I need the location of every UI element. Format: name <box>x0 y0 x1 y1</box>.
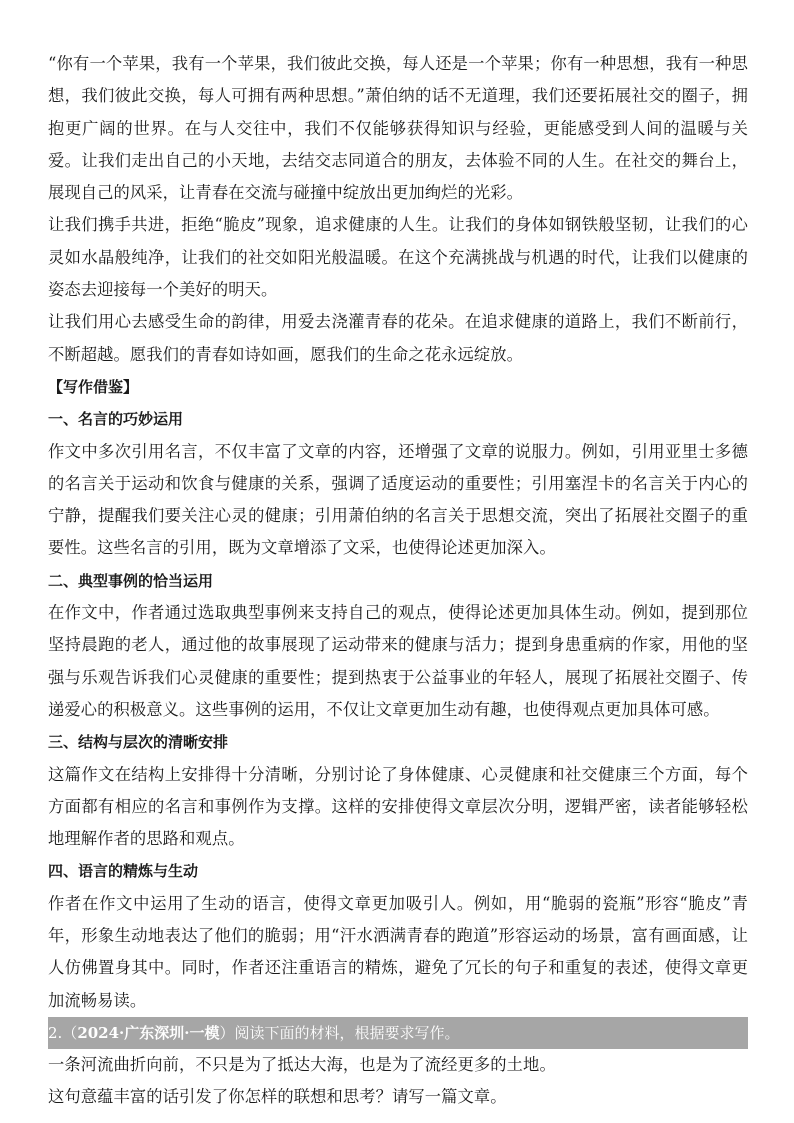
writing-reference-title: 【写作借鉴】 <box>48 377 139 396</box>
section-heading-3: 三、结构与层次的清晰安排 <box>48 733 229 752</box>
section-body-4: 作者在作文中运用了生动的语言，使得文章更加吸引人。例如，用“脆弱的瓷瓶”形容“脆皮”青年，形象生动地表达了他们的脆弱；用“汗水洒满青春的跑道”形容运动的场景，富有画面感，让人仿佛置身其中。同时，作者还注重语言的精炼，避免了冗长的句子和重复的表述，使得文章更加流畅易读。 <box>48 893 748 1010</box>
question-number: 2.（ <box>48 1023 78 1042</box>
essay-paragraph-2: 让我们携手共进，拒绝“脆皮”现象，追求健康的人生。让我们的身体如钢铁般坚韧，让我们的心灵如水晶般纯净，让我们的社交如阳光般温暖。在这个充满挑战与机遇的时代，让我们以健康的姿态去迎接每一个美好的明天。 <box>48 215 748 300</box>
question-instruction: ）阅读下面的材料，根据要求写作。 <box>219 1023 460 1042</box>
question-source: 2024·广东深圳·一模 <box>77 1023 220 1042</box>
document-page <box>48 48 748 1114</box>
section-body-3: 这篇作文在结构上安排得十分清晰，分别讨论了身体健康、心灵健康和社交健康三个方面，每个方面都有相应的名言和事例作为支撑。这样的安排使得文章层次分明，逻辑严密，读者能够轻松地理解作者的思路和观点。 <box>48 764 748 849</box>
section-heading-1: 一、名言的巧妙运用 <box>48 410 184 429</box>
section-body-1: 作文中多次引用名言，不仅丰富了文章的内容，还增强了文章的说服力。例如，引用亚里士多德的名言关于运动和饮食与健康的关系，强调了适度运动的重要性；引用塞涅卡的名言关于内心的宁静，提醒我们要关注心灵的健康；引用萧伯纳的名言关于思想交流，突出了拓展社交圈子的重要性。这些名言的引用，既为文章增添了文采，也使得论述更加深入。 <box>48 441 748 558</box>
material-line-1: 一条河流曲折向前，不只是为了抵达大海，也是为了流经更多的土地。 <box>48 1054 556 1074</box>
material-line-2: 这句意蕴丰富的话引发了你怎样的联想和思考？请写一篇文章。 <box>48 1087 507 1107</box>
question-header-bar <box>48 1017 748 1049</box>
section-heading-4: 四、语言的精炼与生动 <box>48 862 199 881</box>
section-body-2: 在作文中，作者通过选取典型事例来支持自己的观点，使得论述更加具体生动。例如，提到那位坚持晨跑的老人，通过他的故事展现了运动带来的健康与活力；提到身患重病的作家，用他的坚强与乐观告诉我们心灵健康的重要性；提到热衷于公益事业的年轻人，展现了拓展社交圈子、传递爱心的积极意义。这些事例的运用，不仅让文章更加生动有趣，也使得观点更加具体可感。 <box>48 603 748 719</box>
section-heading-2: 二、典型事例的恰当运用 <box>48 571 214 590</box>
essay-paragraph-3: 让我们用心去感受生命的韵律，用爱去浇灌青春的花朵。在追求健康的道路上，我们不断前行，不断超越。愿我们的青春如诗如画，愿我们的生命之花永远绽放。 <box>48 312 748 364</box>
essay-paragraph-1: “你有一个苹果，我有一个苹果，我们彼此交换，每人还是一个苹果；你有一种思想，我有一种思想，我们彼此交换，每人可拥有两种思想。”萧伯纳的话不无道理，我们还要拓展社交的圈子，拥抱更广阔的世界。在与人交往中，我们不仅能够获得知识与经验，更能感受到人间的温暖与关爱。让我们走出自己的小天地，去结交志同道合的朋友，去体验不同的人生。在社交的舞台上，展现自己的风采，让青春在交流与碰撞中绽放出更加绚烂的光彩。 <box>48 54 748 203</box>
